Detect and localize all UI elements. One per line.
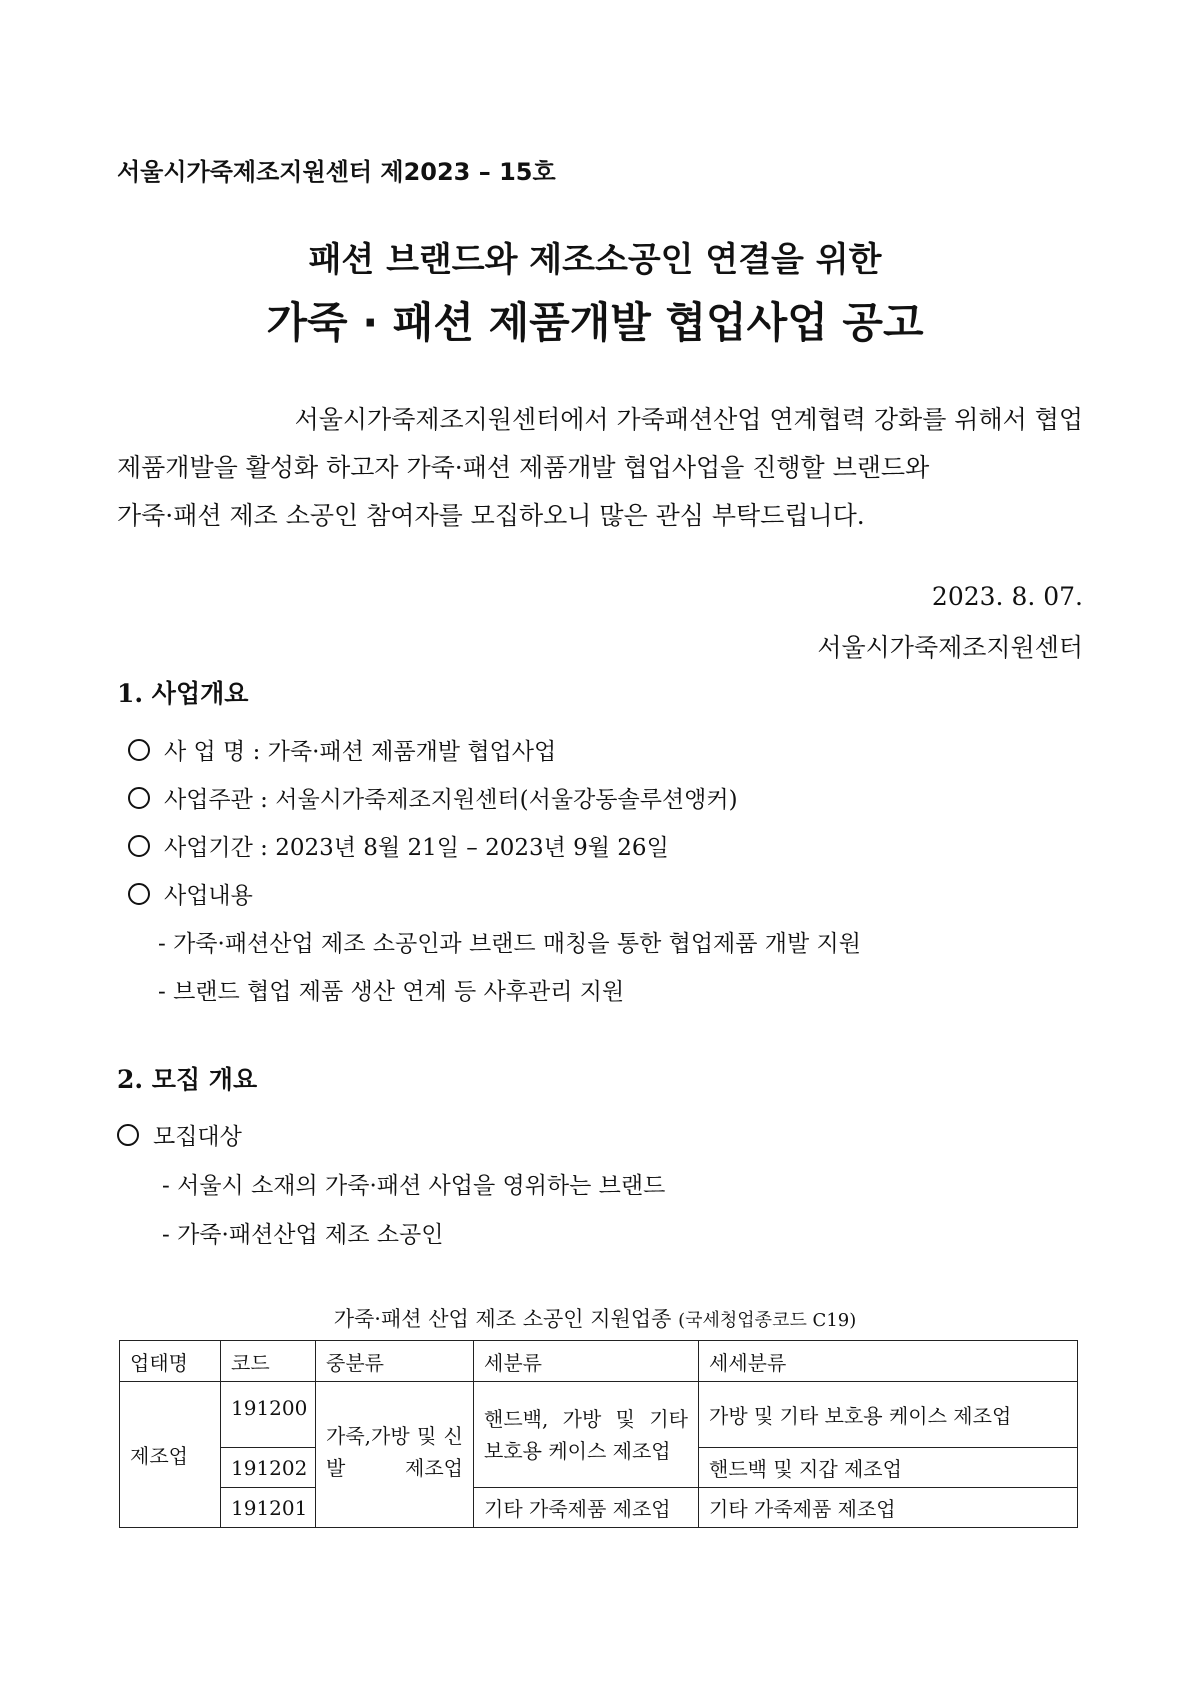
- overview-item-text: 사업주관 : 서울시가죽제조지원센터(서울강동솔루션앵커): [164, 787, 738, 813]
- table-cell-code: 191202: [221, 1448, 316, 1488]
- table-cell-business-type: 제조업: [120, 1382, 221, 1528]
- table-cell-middle-category: 가죽,가방 및 신발 제조업: [316, 1382, 474, 1528]
- intro-line-3: 가죽·패션 제조 소공인 참여자를 모집하오니 많은 관심 부탁드립니다.: [117, 501, 865, 530]
- content-subitem-1: - 가죽·패션산업 제조 소공인과 브랜드 매칭을 통한 협업제품 개발 지원: [158, 931, 861, 957]
- recruit-subitem-1: - 서울시 소재의 가죽·패션 사업을 영위하는 브랜드: [162, 1173, 666, 1199]
- overview-item-name: [128, 733, 556, 766]
- table-caption: [0, 1303, 1190, 1333]
- table-header-row: [120, 1341, 1078, 1382]
- table-header-cell: 세분류: [474, 1341, 699, 1382]
- table-cell-subsubcategory: 가방 및 기타 보호용 케이스 제조업: [699, 1382, 1078, 1448]
- section-2-title: 2. 모집 개요: [117, 1065, 258, 1094]
- table-header-cell: 중분류: [316, 1341, 474, 1382]
- industry-table: [119, 1340, 1078, 1528]
- circle-bullet-icon: [128, 787, 150, 809]
- circle-bullet-icon: [128, 739, 150, 761]
- circle-bullet-icon: [128, 883, 150, 905]
- content-subitem-2: - 브랜드 협업 제품 생산 연계 등 사후관리 지원: [158, 979, 625, 1005]
- intro-line-2: 제품개발을 활성화 하고자 가죽·패션 제품개발 협업사업을 진행할 브랜드와: [117, 453, 930, 482]
- table-cell-subsubcategory: 기타 가죽제품 제조업: [699, 1488, 1078, 1528]
- table-cell-code: 191201: [221, 1488, 316, 1528]
- table-cell-subsubcategory: 핸드백 및 지갑 제조업: [699, 1448, 1078, 1488]
- overview-item-text: 사 업 명 : 가죽·패션 제품개발 협업사업: [164, 739, 557, 765]
- overview-item-text: 사업내용: [164, 883, 253, 909]
- circle-bullet-icon: [128, 835, 150, 857]
- page-title: 가죽 · 패션 제품개발 협업사업 공고: [266, 298, 924, 347]
- table-header-cell: 코드: [221, 1341, 316, 1382]
- table-caption-text: 가죽·패션 산업 제조 소공인 지원업종: [333, 1307, 672, 1331]
- recruit-item-target: [117, 1118, 242, 1151]
- overview-item-period: [128, 829, 669, 862]
- table-cell-code: 191200: [221, 1382, 316, 1448]
- overview-item-organizer: [128, 781, 738, 814]
- overview-item-content: [128, 877, 253, 910]
- overview-item-text: 사업기간 : 2023년 8월 21일 – 2023년 9월 26일: [164, 835, 669, 861]
- section-1-title: 1. 사업개요: [117, 679, 249, 708]
- recruit-subitem-2: - 가죽·패션산업 제조 소공인: [162, 1222, 444, 1248]
- document-number: 서울시가죽제조지원센터 제2023 – 15호: [117, 158, 556, 186]
- table-header-cell: 업태명: [120, 1341, 221, 1382]
- intro-line-1: 서울시가죽제조지원센터에서 가죽패션산업 연계협력 강화를 위해서 협업: [294, 405, 1083, 434]
- title-line-1: 패션 브랜드와 제조소공인 연결을 위한: [308, 240, 882, 280]
- table-cell-subcategory: 기타 가죽제품 제조업: [474, 1488, 699, 1528]
- circle-bullet-icon: [117, 1124, 139, 1146]
- table-row: [120, 1488, 1078, 1528]
- issue-date: 2023. 8. 07.: [931, 582, 1083, 611]
- issuer-name: 서울시가죽제조지원센터: [817, 633, 1083, 662]
- recruit-item-text: 모집대상: [153, 1124, 242, 1150]
- table-cell-subcategory: 핸드백, 가방 및 기타 보호용 케이스 제조업: [474, 1382, 699, 1488]
- table-caption-note: (국세청업종코드 C19): [678, 1310, 857, 1331]
- table-row: [120, 1382, 1078, 1448]
- table-header-cell: 세세분류: [699, 1341, 1078, 1382]
